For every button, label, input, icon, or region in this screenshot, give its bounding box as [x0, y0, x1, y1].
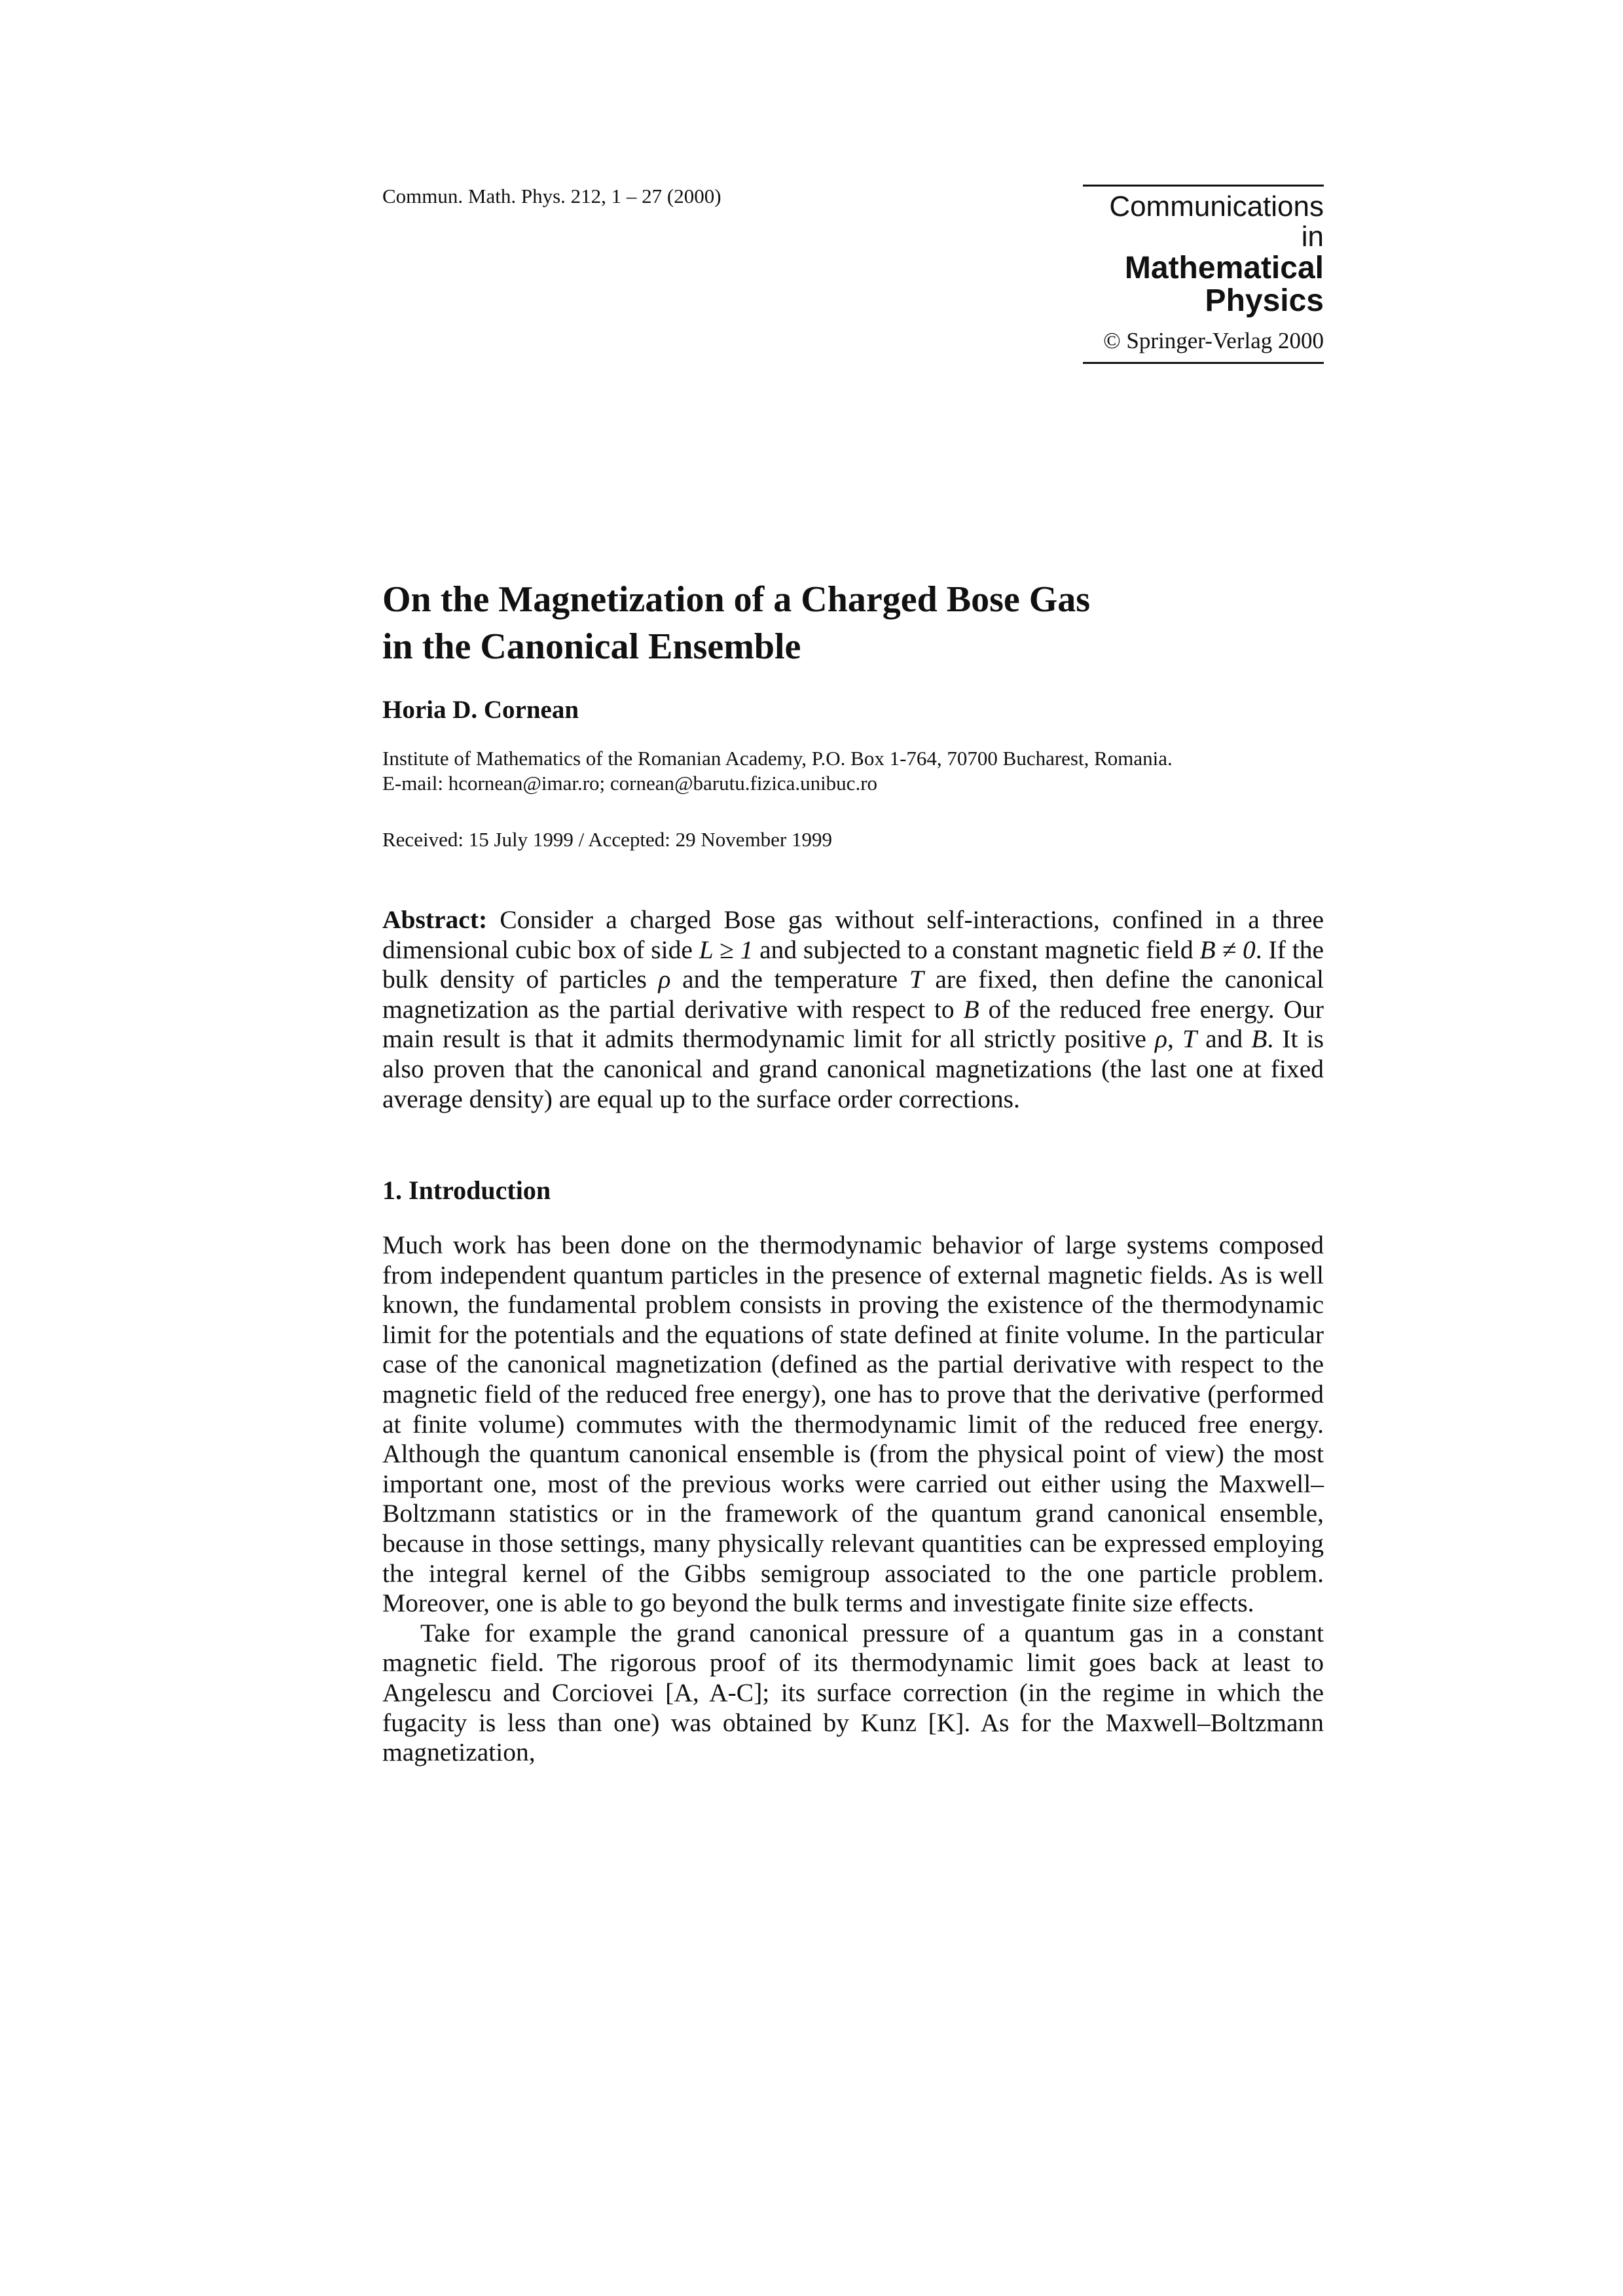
affiliation-line1: Institute of Mathematics of the Romanian Academy, P.O. Box 1-764, 70700 Bucharest, Romania.	[382, 747, 1173, 770]
math-inline: L ≥ 1	[699, 935, 754, 964]
abstract-text-part: ,	[1167, 1024, 1182, 1054]
copyright-notice: © Springer-Verlag 2000	[1103, 328, 1324, 353]
abstract-text-part: . It is also proven that the canonical and grand canonical magnetizations (the last one at fixed average density) are equal up to the surface order corrections.	[382, 1024, 1324, 1113]
math-inline: T	[909, 965, 924, 994]
journal-name-line3: Physics	[1205, 283, 1324, 318]
abstract-label: Abstract:	[382, 905, 488, 934]
abstract	[382, 905, 1324, 1114]
paper-title-line2: in the Canonical Ensemble	[382, 626, 801, 667]
math-inline: ρ	[658, 965, 671, 994]
affiliation-line2: E-mail: hcornean@imar.ro; cornean@barutu.fizica.unibuc.ro	[382, 772, 878, 795]
paragraph: Take for example the grand canonical pressure of a quantum gas in a constant magnetic field. The rigorous proof of its thermodynamic limit goes back at least to Angelescu and Corciovei [A, A-C]; its surface correction (in the regime in which the fugacity is less than one) was obtained by Kunz [K]. As for the Maxwell–Boltzmann magnetization,	[382, 1618, 1324, 1767]
math-inline: B	[963, 994, 979, 1024]
journal-citation: Commun. Math. Phys. 212, 1 – 27 (2000)	[382, 185, 721, 207]
journal-logo	[1083, 185, 1324, 364]
abstract-text-part: . If the bulk density of particles	[382, 935, 1324, 994]
abstract-text-part: and the temperature	[670, 965, 909, 994]
journal-name-line2: Mathematical	[1124, 251, 1324, 285]
paper-title	[382, 576, 1090, 670]
paper-title-line1: On the Magnetization of a Charged Bose Gas	[382, 579, 1091, 620]
abstract-text	[382, 905, 1324, 1114]
paragraph: Much work has been done on the thermodynamic behavior of large systems composed from independent quantum particles in the presence of external magnetic fields. As is well known, the fundamental problem consists in proving the existence of the thermodynamic limit for the potentials and the equations of state defined at finite volume. In the particular case of the canonical magnetization (defined as the partial derivative with respect to the magnetic field of the reduced free energy), one has to prove that the derivative (performed at finite volume) commutes with the thermodynamic limit of the reduced free energy. Although the quantum canonical ensemble is (from the physical point of view) the most important one, most of the previous works were carried out either using the Maxwell–Boltzmann statistics or in the framework of the quantum grand canonical ensemble, because in those settings, many physically relevant quantities can be expressed employing the integral kernel of the Gibbs semigroup associated to the one particle problem. Moreover, one is able to go beyond the bulk terms and investigate finite size effects.	[382, 1230, 1324, 1618]
math-inline: B	[1251, 1024, 1267, 1054]
received-dates: Received: 15 July 1999 / Accepted: 29 November 1999	[382, 828, 833, 851]
abstract-text-part: are fixed, then define the canonical magnetization as the partial derivative with respect to	[382, 965, 1324, 1024]
author-name: Horia D. Cornean	[382, 696, 579, 724]
affiliation	[382, 746, 1173, 796]
abstract-text-part: of the reduced free energy. Our main result is that it admits thermodynamic limit for all strictly positive	[382, 994, 1324, 1054]
section-heading: 1. Introduction	[382, 1175, 551, 1205]
journal-bottom-rule	[1083, 362, 1324, 364]
abstract-text-part: and subjected to a constant magnetic field	[753, 935, 1200, 964]
math-inline: B ≠ 0	[1199, 935, 1256, 964]
journal-name-line1: Communications in	[1109, 190, 1324, 253]
abstract-text-part: and	[1196, 1024, 1252, 1054]
journal-top-rule	[1083, 185, 1324, 187]
abstract-text-part: Consider a charged Bose gas without self-interactions, confined in a three dimensional cubic box of side	[382, 905, 1324, 964]
math-inline: T	[1182, 1024, 1197, 1054]
math-inline: ρ	[1154, 1024, 1167, 1054]
introduction-body	[382, 1230, 1324, 1768]
